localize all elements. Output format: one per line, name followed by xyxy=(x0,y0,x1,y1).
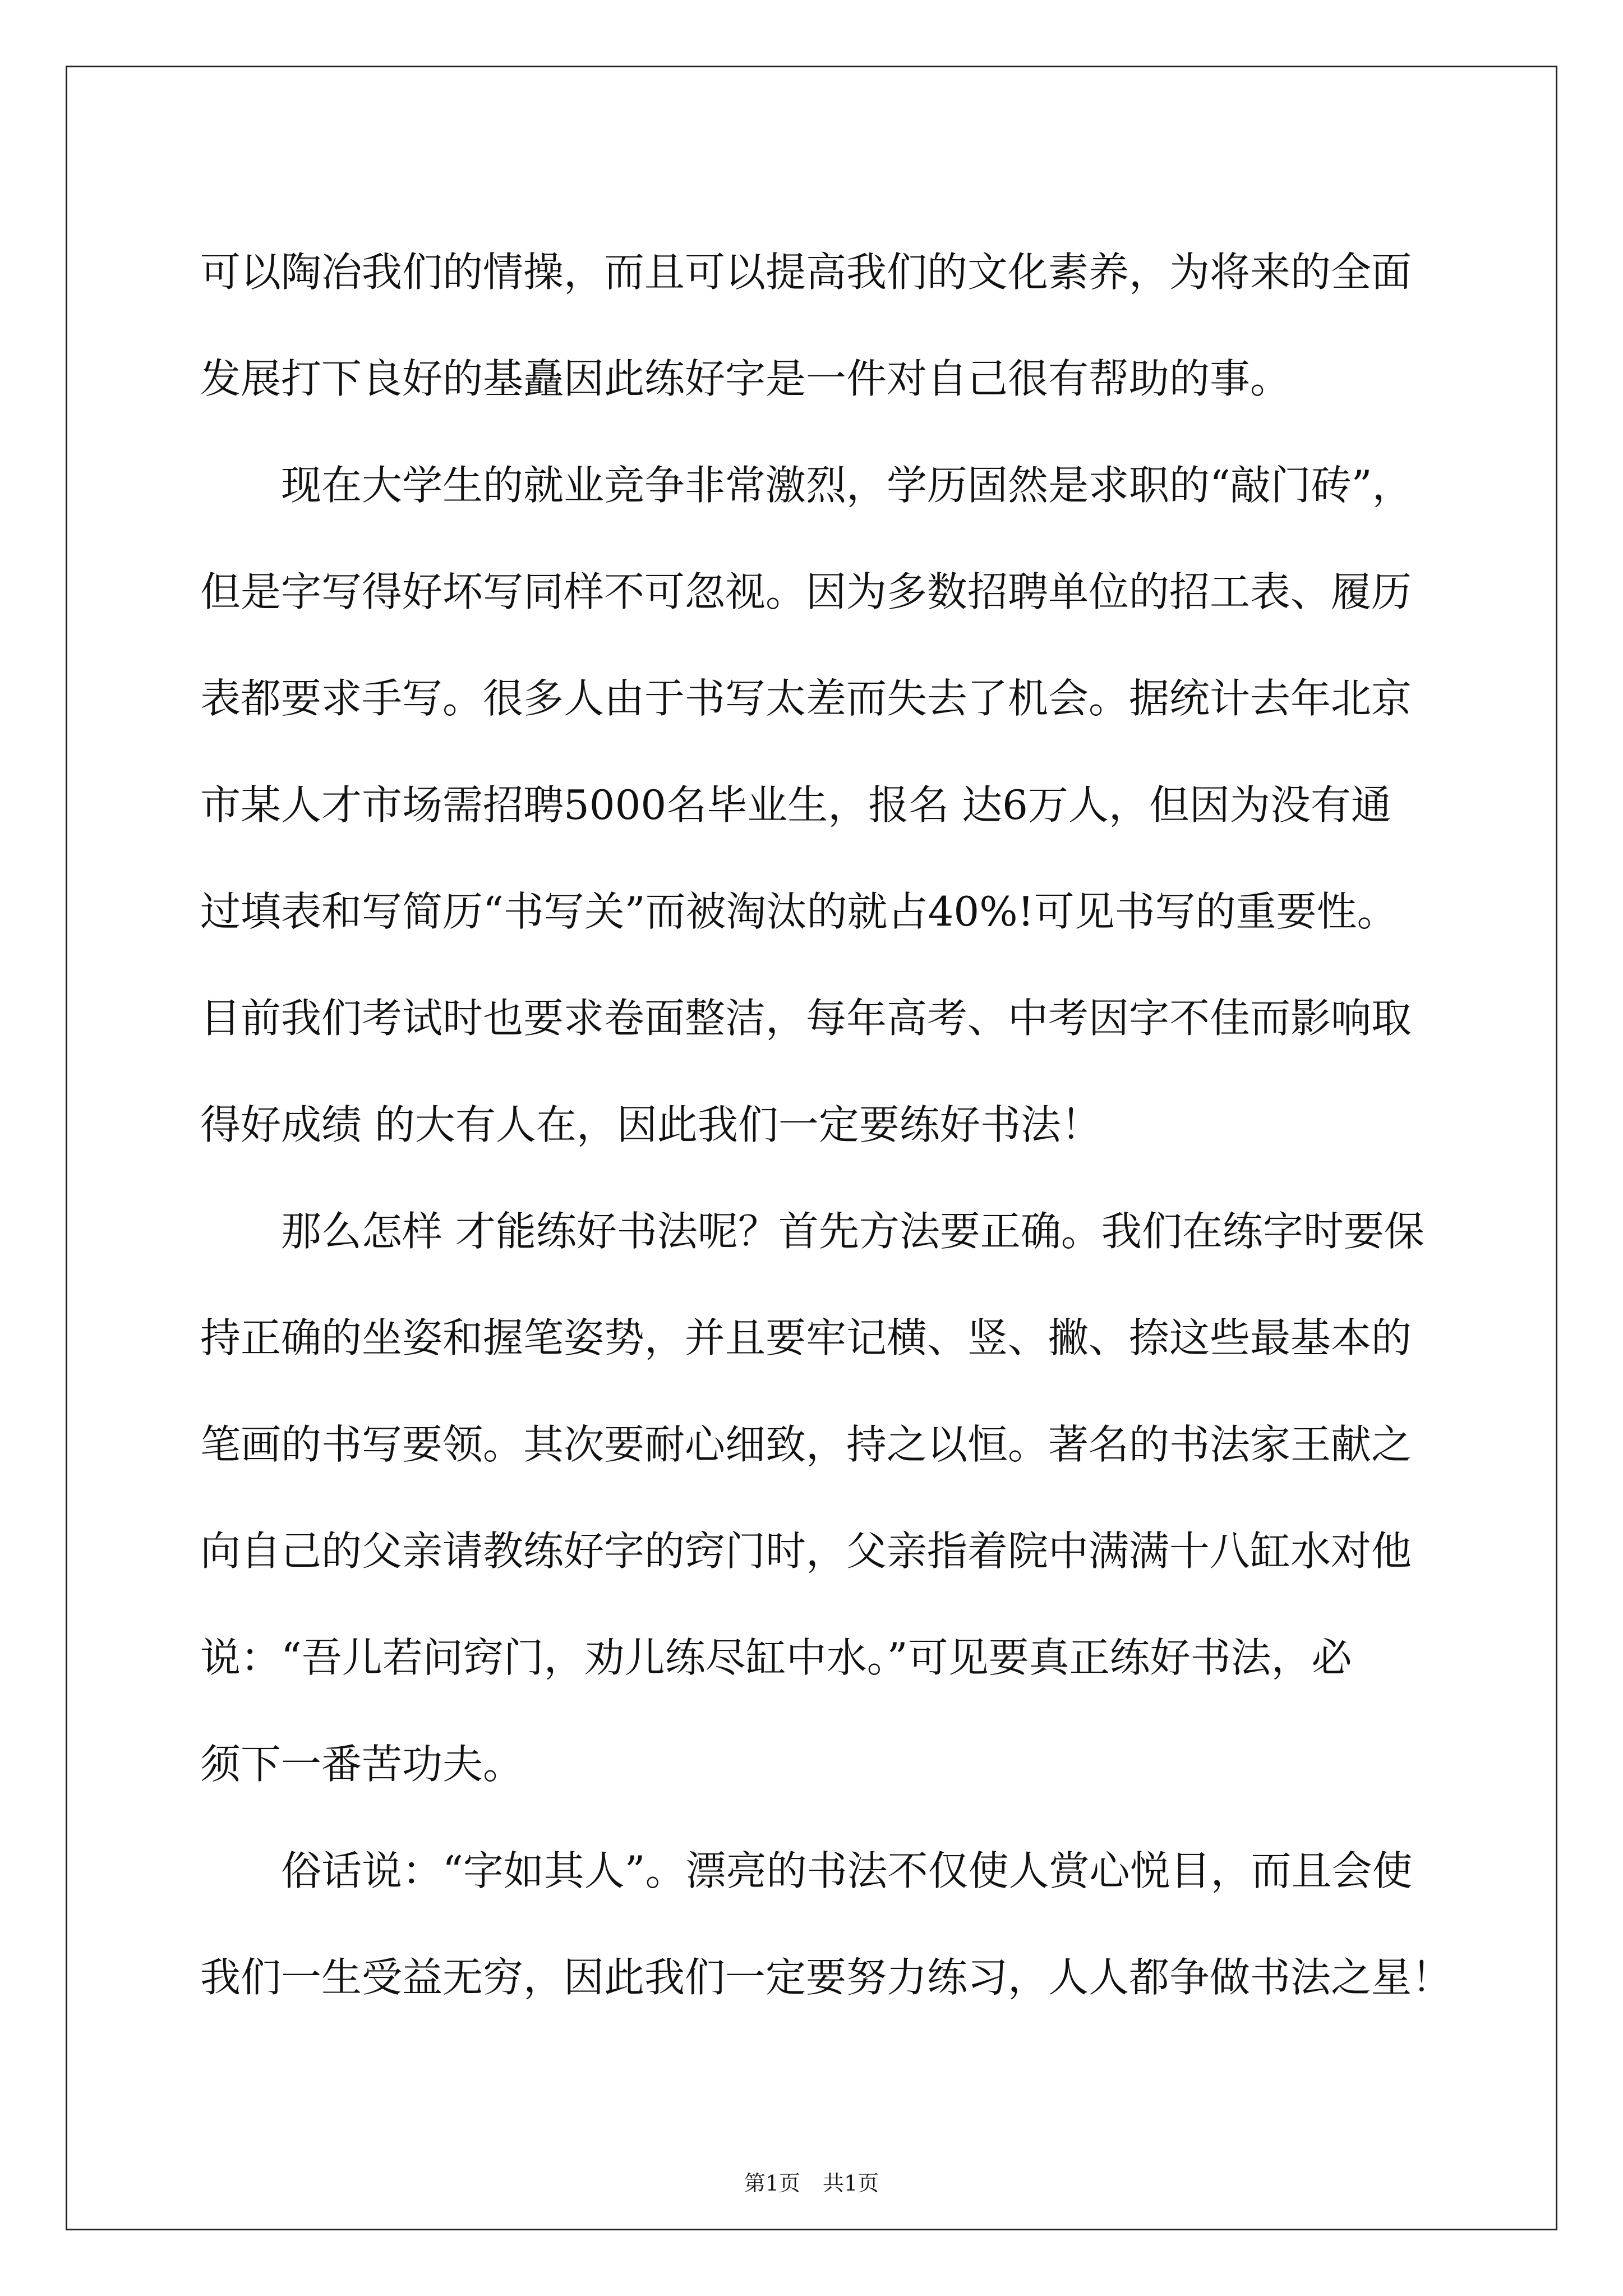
text-line: 我们一生受益无穷，因此我们一定要努力练习，人人都争做书法之星！ xyxy=(200,1954,1453,2001)
text-line: 市某人才市场需招聘5000名毕业生，报名 达6万人，但因为没有通 xyxy=(200,781,1391,829)
text-line: 得好成绩 的大有人在，因此我们一定要练好书法！ xyxy=(200,1101,1101,1148)
text-line: 可以陶冶我们的情操，而且可以提高我们的文化素养，为将来的全面 xyxy=(200,249,1412,296)
text-line: 俗话说：“字如其人”。漂亮的书法不仅使人赏心悦目，而且会使 xyxy=(281,1847,1413,1894)
text-line: 那么怎样 才能练好书法呢？首先方法要正确。我们在练字时要保 xyxy=(281,1208,1424,1255)
text-line: 须下一番苦功夫。 xyxy=(200,1741,524,1788)
text-line: 但是字写得好坏写同样不可忽视。因为多数招聘单位的招工表、履历 xyxy=(200,568,1412,615)
document-body xyxy=(200,219,1453,2031)
text-line: 发展打下良好的基矗因此练好字是一件对自己很有帮助的事。 xyxy=(200,355,1291,402)
text-line: 向自己的父亲请教练好字的窍门时，父亲指着院中满满十八缸水对他 xyxy=(200,1527,1412,1575)
text-line: 笔画的书写要领。其次要耐心细致，持之以恒。著名的书法家王献之 xyxy=(200,1421,1412,1468)
text-line: 过填表和写简历“书写关”而被淘汰的就占40%!可见书写的重要性。 xyxy=(200,888,1398,935)
text-line: 持正确的坐姿和握笔姿势，并且要牢记横、竖、撇、捺这些最基本的 xyxy=(200,1314,1412,1361)
text-line: 目前我们考试时也要求卷面整洁，每年高考、中考因字不佳而影响取 xyxy=(200,995,1412,1042)
page-number: 第1页 xyxy=(744,2171,800,2196)
page-footer xyxy=(0,2166,1623,2200)
page-total: 共1页 xyxy=(823,2171,879,2196)
text-line: 表都要求手写。很多人由于书写太差而失去了机会。据统计去年北京 xyxy=(200,675,1412,722)
text-line: 说：“吾儿若问窍门，劝儿练尽缸中水。”可见要真正练好书法，必 xyxy=(200,1634,1352,1681)
text-line: 现在大学生的就业竞争非常激烈，学历固然是求职的“敲门砖”， xyxy=(281,462,1413,509)
